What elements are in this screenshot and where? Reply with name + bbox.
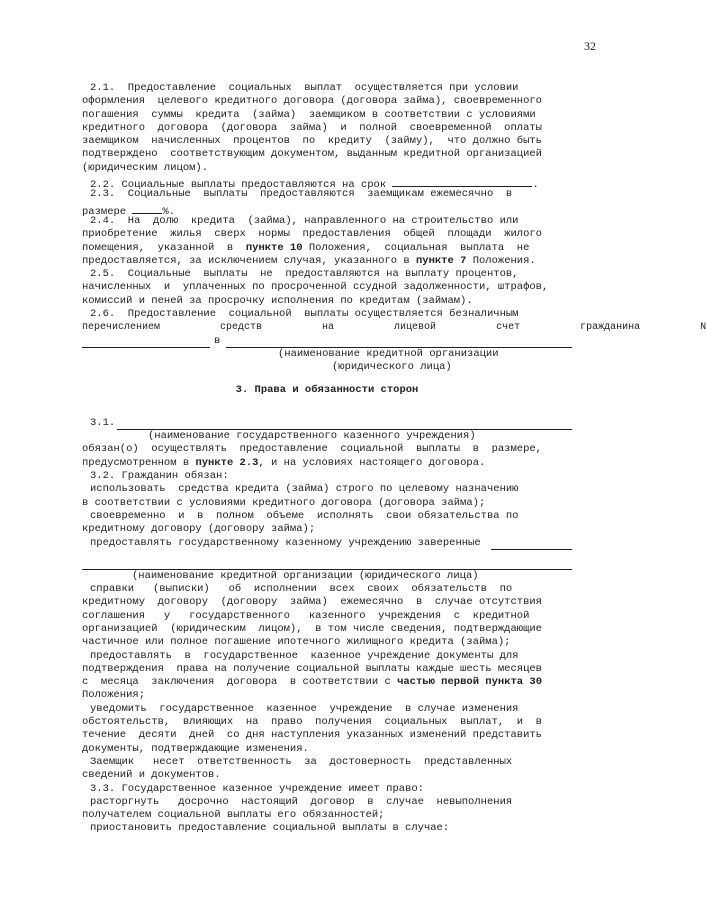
text-line: кредитному договору (договору займа); [82,523,316,536]
text-line-wrap [82,457,572,470]
text-line: 3.1. [90,416,116,429]
caption-bank-full: (наименование кредитной организации (юридического лица) [132,569,479,582]
agency-name-blank [117,418,572,430]
text-line: погашения суммы кредита (займа) заемщиком в соответствии с условиями [82,108,536,121]
paragraph-3-1 [82,417,572,470]
text-line: приобретение жилья сверх нормы предоставления общей площади жилого [82,228,542,241]
page-number: 32 [584,39,596,53]
text-line: 2.2. Социальные выплаты предоставляются на срок [90,179,387,192]
text-line: 2.4. На долю кредита (займа), направленного на строительство или [90,214,519,227]
caption-agency: (наименование государственного казенного учреждения) [148,430,476,443]
text-line: соглашения у государственного казенного учреждения с кредитной [82,609,530,622]
text-line: 2.5. Социальные выплаты не предоставляются на выплату процентов, [90,268,519,281]
bank-name-blank [226,336,572,348]
text-line: %. [162,205,176,218]
text-line: течение десяти дней со дня наступления указанных изменений представить [82,729,542,742]
text-line: в [214,334,221,347]
text-line: заемщиком начисленных процентов по кредиту (займу), что должно быть [82,135,542,148]
text-line: получателем социальной выплаты его обязанностей; [82,809,385,822]
agency-row [82,417,572,430]
text-line: справки (выписки) об исполнении всех своих обязательств по [90,583,513,596]
account-number-blank [82,336,210,348]
text-line: Положения; [82,689,146,702]
text-line: предоставлять в государственное казенное учреждение документы для [90,649,519,662]
text-line: помещения, указанной в [82,241,234,254]
account-row [82,335,572,348]
paragraph-3-3 [82,783,572,836]
certified-row [82,537,572,550]
link-punkt-7[interactable]: пункте 7 [415,254,467,267]
text-line: предоставляется, за исключением случая, указанного в [82,254,410,267]
text-line: 2.6. Предоставление социальной выплаты осуществляется безналичным [90,308,519,321]
paragraph-2-5 [82,268,572,308]
text-line: документы, подтверждающие изменения. [82,742,309,755]
text-line: в соответствии с условиями кредитного договора (договора займа); [82,496,486,509]
link-part-1-punkt-30[interactable]: частью первой пункта 30 [397,676,543,689]
bank-name-full-blank [82,558,572,570]
certified-blank [491,538,572,550]
paragraph-2-2 [82,175,572,192]
paragraph-3-2 [82,470,572,783]
paragraph-2-4 [82,215,572,268]
text-line: организацией (юридическим лицом), в том числе сведения, подтверждающие [82,622,542,635]
text-line: Положения, социальная выплата не [308,241,530,254]
text-line-wrap [82,255,572,268]
document-body [82,82,706,836]
text-line: начисленных и уплаченных по просроченной ссудной задолженности, штрафов, [82,281,549,294]
paragraph-2-6 [82,308,706,374]
text-line: 3.3. Государственное казенное учреждение имеет право: [90,782,424,795]
text-line: . [532,179,539,192]
text-line: расторгнуть досрочно настоящий договор в случае невыполнения [90,795,513,808]
term-blank [392,175,532,187]
text-line: обязан(о) осуществлять предоставление социальной выплаты в размере, [82,443,542,456]
paragraph-2-1 [82,82,572,175]
text-line: уведомить государственное казенное учреждение в случае изменения [90,702,519,715]
text-line: размере [82,205,127,218]
text-line: 2.1. Предоставление социальных выплат осуществляется при условии [90,82,519,94]
text-line: (юридическим лицом). [82,161,209,174]
link-punkt-2-3[interactable]: пункте 2.3 [195,456,259,469]
caption-bank-2: (юридического лица) [332,361,452,374]
text-line: своевременно и в полном объеме исполнять свои обязательства по [90,509,519,522]
text-line: частичное или полное погашение ипотечного жилищного кредита (займа); [82,636,511,649]
percent-blank [132,202,162,214]
text-line-wrap [82,202,572,218]
text-line: приостановить предоставление социальной выплаты в случае: [90,822,450,835]
text-line: 3.2. Гражданин обязан: [90,470,229,483]
text-line: предусмотренном в [82,456,190,469]
text-line-wrap [82,676,572,689]
text-line: комиссий и пеней за просрочку исполнения по кредитам (займам). [82,294,473,307]
text-line: подтверждения права на получение социальной выплаты каждые шесть месяцев [82,662,542,675]
text-line: Заемщик несет ответственность за достоверность представленных [90,755,513,768]
text-line: Положения. [472,254,536,267]
text-line: подтверждено соответствующим документом, выданным кредитной организацией [82,148,542,161]
section-3-heading: 3. Права и обязанности сторон [235,383,419,396]
text-line: оформления целевого кредитного договора (договора займа), своевременного [82,95,542,108]
text-line: предоставлять государственному казенному учреждению заверенные [90,536,481,549]
text-line: обстоятельств, влияющих на право получения социальных выплат, и в [82,716,542,729]
link-punkt-10[interactable]: пункте 10 [245,241,303,254]
text-line: кредитного договора (договора займа) и полной своевременной оплаты [82,121,542,134]
text-line: 2.3. Социальные выплаты предоставляются заемщикам ежемесячно в [90,188,513,201]
text-line: с месяца заключения договора в соответствии с [82,676,391,689]
text-line-wrap [82,242,572,255]
caption-bank-1: (наименование кредитной организации [278,347,499,360]
paragraph-2-3 [82,188,572,218]
text-line: сведений и документов. [82,769,221,782]
text-line: перечислением средств на лицевой счет гражданина N [82,322,706,334]
text-line: использовать средства кредита (займа) строго по целевому назначению [90,483,519,496]
text-line: кредитному договору (договору займа) ежемесячно в случае отсутствия [82,596,542,609]
text-line: , и на условиях настоящего договора. [258,456,486,469]
